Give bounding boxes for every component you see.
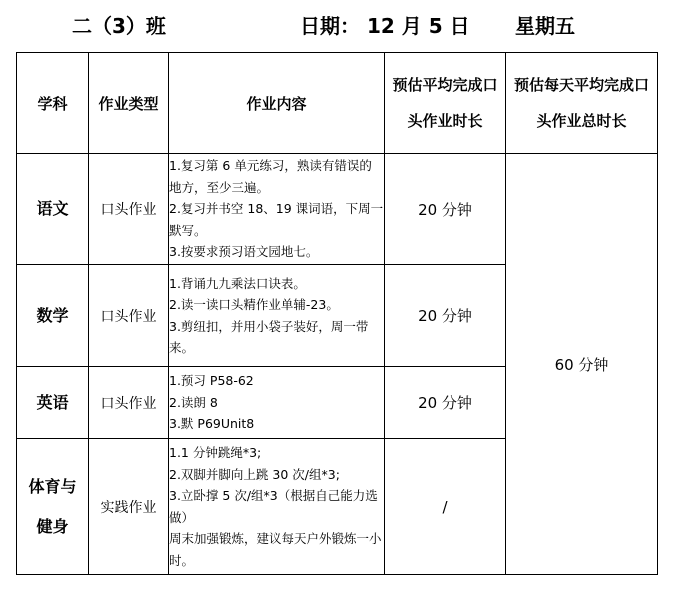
type-cell: 口头作业 [89, 265, 169, 367]
column-header-type: 作业类型 [89, 53, 169, 154]
date-label: 日期： 12 月 5 日 [300, 14, 470, 38]
column-header-subject: 学科 [17, 53, 89, 154]
total-time-cell: 60 分钟 [506, 154, 658, 575]
content-line: 1.复习第 6 单元练习，熟读有错误的地方，至少三遍。 [169, 158, 372, 195]
column-header-total-time: 预估每天平均完成口头作业总时长 [506, 53, 658, 154]
column-header-avg-time: 预估平均完成口头作业时长 [385, 53, 506, 154]
content-line: 3.按要求预习语文园地七。 [169, 244, 319, 260]
table-row [17, 154, 658, 265]
time-cell: 20 分钟 [385, 154, 506, 265]
content-line: 2.读一读口头精作业单辅-23。 [169, 297, 339, 312]
content-line: 3.剪纽扣，并用小袋子装好，周一带来。 [169, 318, 369, 355]
subject-cell: 数学 [17, 265, 89, 367]
content-line: 1.预习 P58-62 [169, 373, 254, 389]
class-name: 二（3）班 [72, 14, 166, 38]
content-line: 2.复习并书空 18、19 课词语，下周一默写。 [169, 201, 384, 238]
content-line: 周末加强锻炼，建议每天户外锻炼一小时。 [169, 531, 382, 568]
weekday-label: 星期五 [515, 14, 575, 38]
content-line: 2.双脚并脚向上跳 30 次/组*3; [169, 466, 340, 482]
type-cell: 实践作业 [89, 439, 169, 575]
type-cell: 口头作业 [89, 154, 169, 265]
homework-table [16, 52, 658, 575]
type-cell: 口头作业 [89, 367, 169, 439]
content-cell [169, 367, 385, 439]
content-line: 1.1 分钟跳绳*3; [169, 445, 262, 460]
page-header [0, 8, 673, 38]
subject-cell: 语文 [17, 154, 89, 265]
subject-cell: 英语 [17, 367, 89, 439]
content-cell [169, 265, 385, 367]
subject-cell: 体育与健身 [17, 439, 89, 575]
time-cell: 20 分钟 [385, 367, 506, 439]
table-header-row [17, 53, 658, 154]
content-cell [169, 154, 385, 265]
column-header-content: 作业内容 [169, 53, 385, 154]
content-line: 1.背诵九九乘法口诀表。 [169, 275, 306, 291]
content-line: 3.立卧撑 5 次/组*3（根据自己能力选做） [169, 488, 378, 525]
content-cell [169, 439, 385, 575]
time-cell: / [385, 439, 506, 575]
content-line: 3.默 P69Unit8 [169, 416, 255, 432]
time-cell: 20 分钟 [385, 265, 506, 367]
content-line: 2.读朗 8 [169, 394, 218, 410]
